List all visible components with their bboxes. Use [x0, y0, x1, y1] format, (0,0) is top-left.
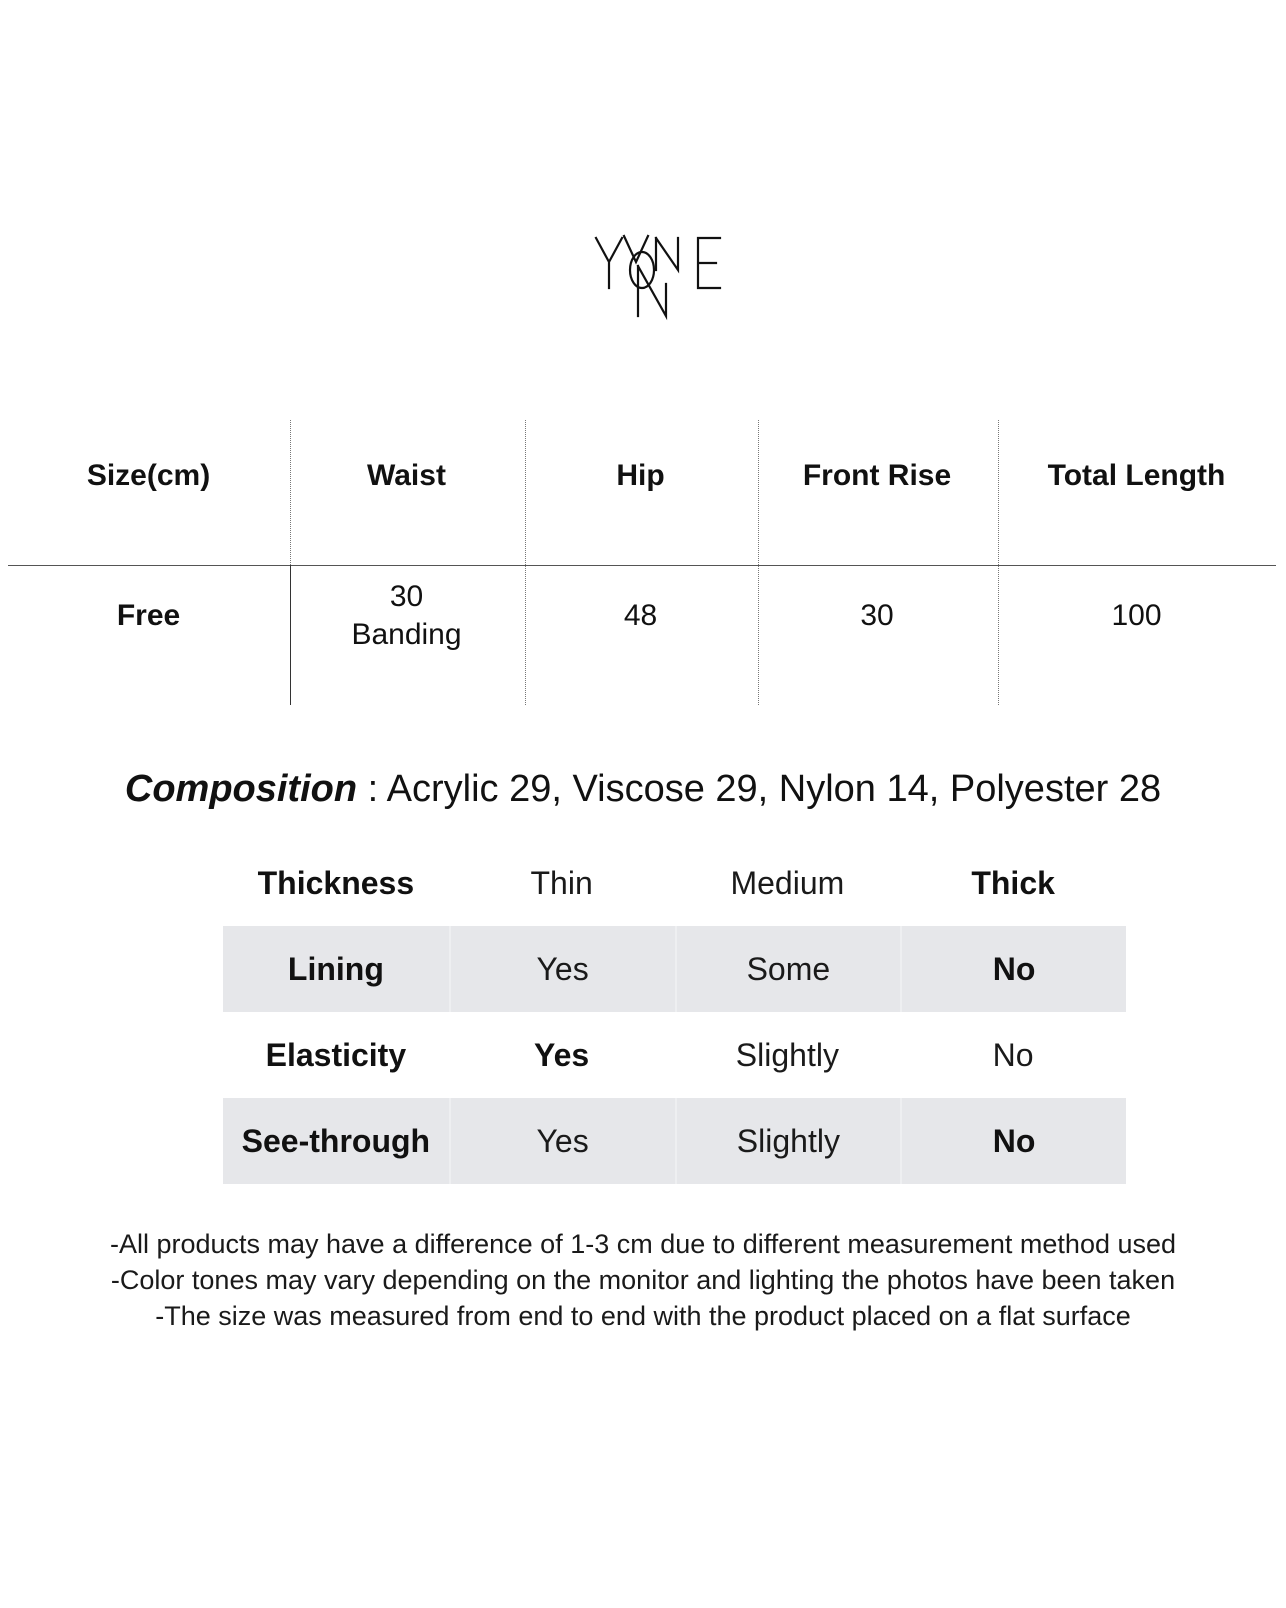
brand-logo	[590, 228, 750, 338]
lining-option: Some	[675, 926, 901, 1012]
header-waist: Waist	[367, 459, 446, 492]
attr-label-see-through: See-through	[223, 1098, 449, 1184]
attr-row-lining	[223, 926, 1126, 1012]
header-total-length: Total Length	[1047, 459, 1226, 492]
column-divider	[525, 420, 526, 705]
hip-value: 48	[623, 599, 658, 632]
attr-row-see-through	[223, 1098, 1126, 1184]
total-length-value: 100	[1111, 599, 1162, 632]
attr-label-lining: Lining	[223, 926, 449, 1012]
front-rise-value: 30	[860, 599, 894, 632]
attr-row-elasticity	[223, 1012, 1126, 1098]
header-hip: Hip	[616, 459, 665, 492]
thickness-option: Medium	[730, 864, 845, 901]
waist-value	[289, 576, 524, 656]
composition-separator: :	[357, 768, 387, 810]
column-divider	[290, 565, 291, 705]
header-size: Size(cm)	[86, 459, 211, 492]
see-through-option: Slightly	[675, 1098, 901, 1184]
header-front-rise: Front Rise	[802, 459, 952, 492]
thickness-option: Thin	[530, 864, 593, 901]
composition-line	[0, 764, 1286, 814]
column-divider	[998, 420, 999, 705]
see-through-option-selected: No	[900, 1098, 1126, 1184]
fabric-attributes-table	[223, 840, 1126, 1184]
attr-row-thickness	[223, 840, 1126, 926]
note-line: -All products may have a difference of 1-3 cm due to different measurement method used	[109, 1229, 1177, 1259]
waist-number: 30	[389, 580, 424, 613]
note-line: -Color tones may vary depending on the monitor and lighting the photos have been taken	[110, 1265, 1176, 1295]
composition-value: Acrylic 29, Viscose 29, Nylon 14, Polyester 28	[386, 768, 1162, 810]
disclaimer-notes	[0, 1226, 1286, 1334]
column-divider	[290, 420, 291, 565]
attr-label-thickness: Thickness	[257, 864, 415, 901]
elasticity-option: Slightly	[735, 1036, 839, 1073]
column-divider	[758, 420, 759, 705]
elasticity-option-selected: Yes	[534, 1036, 590, 1073]
size-free: Free	[116, 599, 181, 632]
lining-option: Yes	[449, 926, 675, 1012]
thickness-option-selected: Thick	[971, 864, 1055, 901]
note-line: -The size was measured from end to end with the product placed on a flat surface	[155, 1301, 1131, 1331]
waist-note: Banding	[351, 618, 462, 651]
see-through-option: Yes	[449, 1098, 675, 1184]
composition-label: Composition	[124, 768, 358, 810]
attr-label-elasticity: Elasticity	[265, 1036, 407, 1073]
header-divider	[8, 565, 1276, 566]
elasticity-option: No	[992, 1036, 1034, 1073]
size-table	[8, 420, 1276, 710]
lining-option-selected: No	[900, 926, 1126, 1012]
